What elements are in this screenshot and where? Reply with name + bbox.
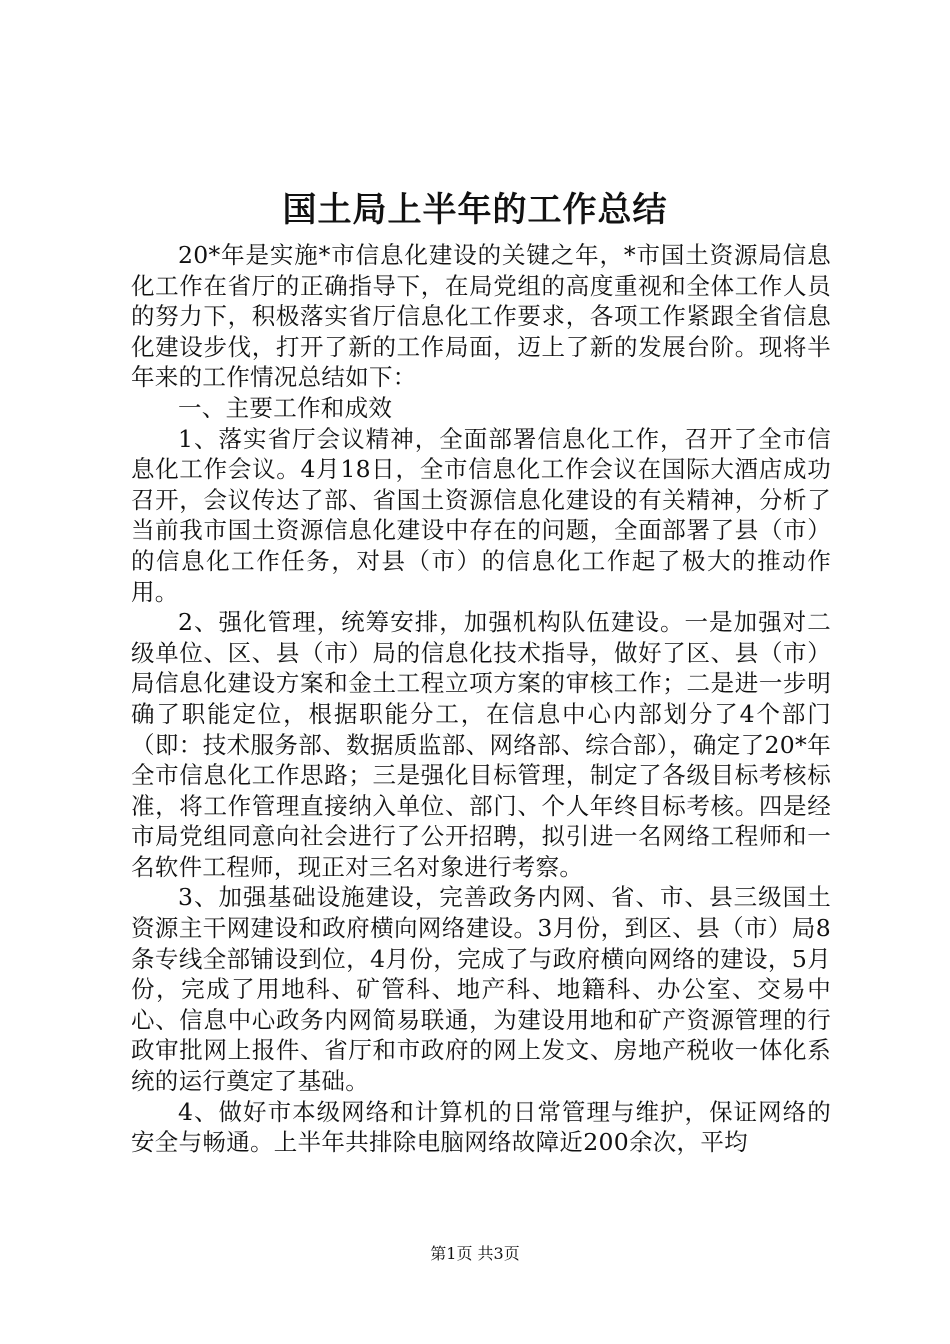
paragraph-item-3: 3、加强基础设施建设，完善政务内网、省、市、县三级国土资源主干网建设和政府横向网络建设。3月份，到区、县（市）局8条专线全部铺设到位，4月份，完成了与政府横向网络的建设，5月份，完成了用地科、矿管科、地产科、地籍科、办公室、交易中心、信息中心政务内网简易联通，为建设用地和矿产资源管理的行政审批网上报件、省厅和市政府的网上发文、房地产税收一体化系统的运行奠定了基础。 (131, 883, 831, 1096)
document-title: 国土局上半年的工作总结 (282, 190, 668, 230)
document-body (131, 240, 831, 1158)
paragraph-item-1: 1、落实省厅会议精神，全面部署信息化工作，召开了全市信息化工作会议。4月18日，全市信息化工作会议在国际大酒店成功召开，会议传达了部、省国土资源信息化建设的有关精神，分析了当前我市国土资源信息化建设中存在的问题，全面部署了县（市）的信息化工作任务，对县（市）的信息化工作起了极大的推动作用。 (131, 424, 831, 606)
paragraph-item-4: 4、做好市本级网络和计算机的日常管理与维护，保证网络的安全与畅通。上半年共排除电脑网络故障近200余次，平均 (131, 1097, 831, 1157)
paragraph-intro: 20*年是实施*市信息化建设的关键之年，*市国土资源局信息化工作在省厅的正确指导下，在局党组的高度重视和全体工作人员的努力下，积极落实省厅信息化工作要求，各项工作紧跟全省信息化建设步伐，打开了新的工作局面，迈上了新的发展台阶。现将半年来的工作情况总结如下： (131, 241, 831, 392)
paragraph-item-2: 2、强化管理，统筹安排，加强机构队伍建设。一是加强对二级单位、区、县（市）局的信息化技术指导，做好了区、县（市）局信息化建设方案和金土工程立项方案的审核工作；二是进一步明确了职能定位，根据职能分工，在信息中心内部划分了4个部门（即：技术服务部、数据质监部、网络部、综合部），确定了20*年全市信息化工作思路；三是强化目标管理，制定了各级目标考核标准，将工作管理直接纳入单位、部门、个人年终目标考核。四是经市局党组同意向社会进行了公开招聘，拟引进一名网络工程师和一名软件工程师，现正对三名对象进行考察。 (131, 608, 831, 881)
section-heading: 一、主要工作和成效 (178, 393, 393, 422)
page-number-footer: 第1页 共3页 (430, 1244, 520, 1263)
